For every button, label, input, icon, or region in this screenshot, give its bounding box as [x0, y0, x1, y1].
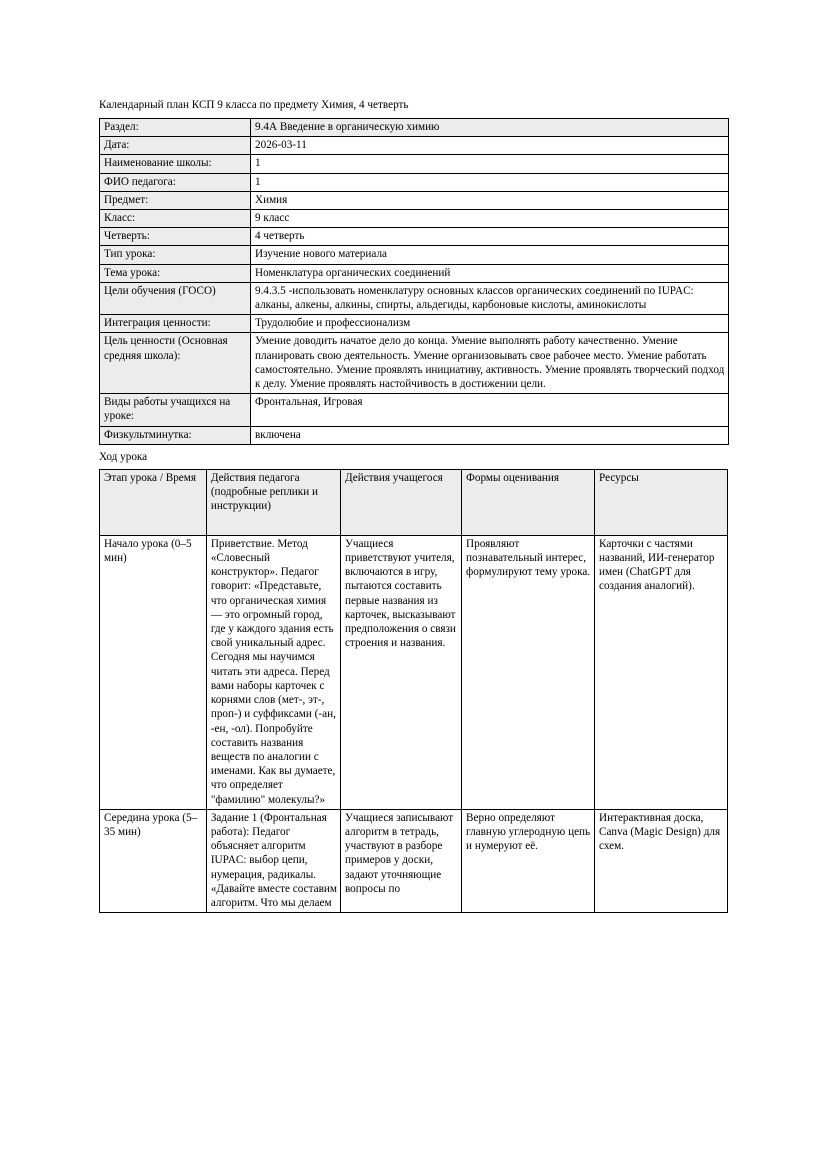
cell-student-actions: Учащиеся записывают алгоритм в тетрадь, участвуют в разборе примеров у доски, задают уточняющие вопросы по [340, 809, 461, 912]
table-row [100, 282, 729, 314]
table-row [100, 137, 729, 155]
info-label: Раздел: [100, 119, 251, 137]
table-row [100, 264, 729, 282]
lesson-flow-body [100, 535, 728, 912]
info-label: Наименование школы: [100, 155, 251, 173]
info-label: Предмет: [100, 191, 251, 209]
table-row [100, 119, 729, 137]
table-row [100, 173, 729, 191]
cell-assessment: Верно определяют главную углеродную цепь и нумеруют её. [462, 809, 595, 912]
info-label: Дата: [100, 137, 251, 155]
info-label: Физкультминутка: [100, 426, 251, 444]
info-label: Виды работы учащихся на уроке: [100, 394, 251, 426]
lesson-flow-label: Ход урока [99, 450, 148, 463]
cell-stage: Начало урока (0–5 мин) [100, 535, 207, 809]
column-header-student-actions: Действия учащегося [340, 469, 461, 535]
column-header-teacher-actions: Действия педагога (подробные реплики и инструкции) [206, 469, 340, 535]
cell-assessment: Проявляют познавательный интерес, формулируют тему урока. [462, 535, 595, 809]
cell-resources: Интерактивная доска, Canva (Magic Design) для схем. [595, 809, 728, 912]
table-row [100, 333, 729, 394]
info-value: Фронтальная, Игровая [251, 394, 729, 426]
table-row [100, 246, 729, 264]
column-header-resources: Ресурсы [595, 469, 728, 535]
info-value: 2026-03-11 [251, 137, 729, 155]
info-value: 1 [251, 173, 729, 191]
info-value: 9 класс [251, 210, 729, 228]
info-value: включена [251, 426, 729, 444]
table-header-row [100, 469, 728, 535]
cell-teacher-actions: Задание 1 (Фронтальная работа): Педагог объясняет алгоритм IUPAC: выбор цепи, нумерация, радикалы. «Давайте вместе составим алгоритм. Что мы делаем [206, 809, 340, 912]
info-value: 9.4.3.5 -использовать номенклатуру основных классов органических соединений по IUPAC: алканы, алкены, алкины, спирты, альдегиды, карбоновые кислоты, аминокислоты [251, 282, 729, 314]
cell-teacher-actions: Приветствие. Метод «Словесный конструктор». Педагог говорит: «Представьте, что органическая химия — это огромный город, где у каждого здания есть свой уникальный адрес. Сегодня мы научимся читать эти адреса. Перед вами наборы карточек с корнями слов (мет-, эт-, проп-) и суффиксами (-ан, -ен, -ол). Попробуйте составить названия веществ по аналогии с именами. Как вы думаете, что определяет "фамилию" молекулы?» [206, 535, 340, 809]
cell-resources: Карточки с частями названий, ИИ-генератор имен (ChatGPT для создания аналогий). [595, 535, 728, 809]
info-value: 9.4А Введение в органическую химию [251, 119, 729, 137]
lesson-flow-head [100, 469, 728, 535]
table-row [100, 809, 728, 912]
info-value: Трудолюбие и профессионализм [251, 315, 729, 333]
info-label: Четверть: [100, 228, 251, 246]
info-value: Умение доводить начатое дело до конца. Умение выполнять работу качественно. Умение планировать свою деятельность. Умение организовывать свое рабочее место. Умение работать самостоятельно. Умение проявлять инициативу, активность. Умение проявлять творческий подход к делу. Умение проявлять настойчивость в достижении цели. [251, 333, 729, 394]
column-header-assessment: Формы оценивания [462, 469, 595, 535]
info-value: 1 [251, 155, 729, 173]
table-row [100, 426, 729, 444]
page-title: Календарный план КСП 9 класса по предмету Химия, 4 четверть [99, 99, 409, 111]
column-header-stage: Этап урока / Время [100, 469, 207, 535]
table-row [100, 155, 729, 173]
lesson-flow-clip [99, 469, 728, 1055]
info-label: Интеграция ценности: [100, 315, 251, 333]
info-value: Изучение нового материала [251, 246, 729, 264]
info-label: Цели обучения (ГОСО) [100, 282, 251, 314]
info-value: 4 четверть [251, 228, 729, 246]
info-value: Химия [251, 191, 729, 209]
info-label: Цель ценности (Основная средняя школа): [100, 333, 251, 394]
info-label: Тип урока: [100, 246, 251, 264]
table-row [100, 394, 729, 426]
lesson-info-body [100, 119, 729, 445]
info-label: Тема урока: [100, 264, 251, 282]
table-row [100, 210, 729, 228]
table-row [100, 315, 729, 333]
table-row [100, 535, 728, 809]
cell-stage: Середина урока (5–35 мин) [100, 809, 207, 912]
cell-student-actions: Учащиеся приветствуют учителя, включаются в игру, пытаются составить первые названия из карточек, высказывают предположения о связи строения и названия. [340, 535, 461, 809]
lesson-info-table [99, 118, 729, 445]
lesson-flow-table [99, 469, 728, 913]
table-row [100, 228, 729, 246]
info-label: Класс: [100, 210, 251, 228]
info-label: ФИО педагога: [100, 173, 251, 191]
table-row [100, 191, 729, 209]
info-value: Номенклатура органических соединений [251, 264, 729, 282]
